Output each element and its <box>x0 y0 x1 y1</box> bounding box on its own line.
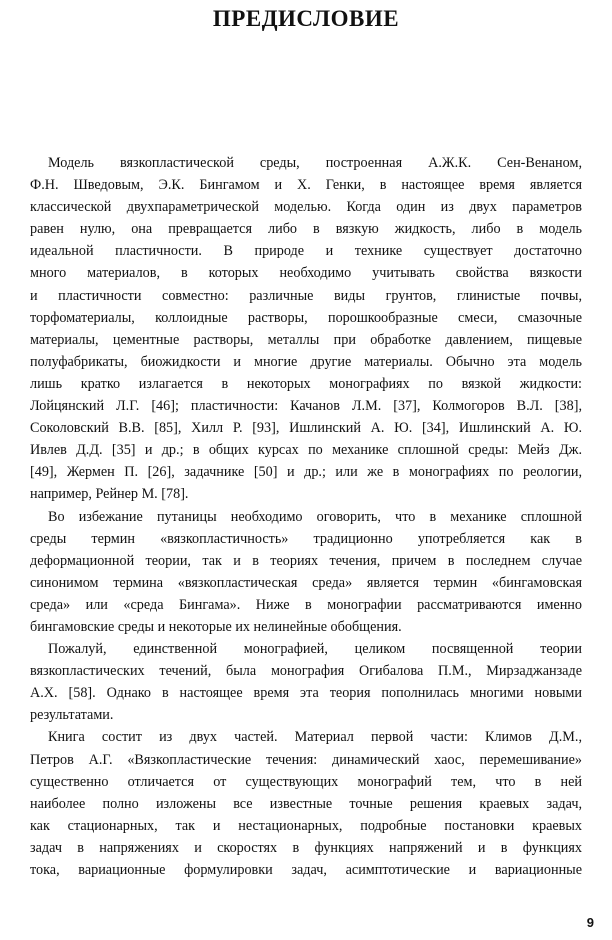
paragraph <box>30 726 582 881</box>
text-line: Петров А.Г. «Вязкопластические течения: динамический хаос, перемешивание» <box>30 751 582 768</box>
text-line: Книга состит из двух частей. Материал первой части: Климов Д.М., <box>48 729 582 746</box>
text-line: существенно отличается от существующих монографий тем, что в ней <box>30 773 582 790</box>
text-line: и пластичности совместно: различные виды грунтов, глинистые почвы, <box>30 287 582 304</box>
page-number: 9 <box>586 915 594 930</box>
paragraph <box>30 638 582 726</box>
text-line: бингамовские среды и некоторые их нелинейные обобщения. <box>30 618 402 635</box>
page-title: ПРЕДИСЛОВИЕ <box>212 6 400 31</box>
text-line: Ивлев Д.Д. [35] и др.; в общих курсах по механике сплошной среды: Мейз Дж. <box>30 442 582 459</box>
text-line: деформационной теории, так и в теориях течения, причем в последнем случае <box>30 552 582 569</box>
paragraph <box>30 506 582 639</box>
text-line: [49], Жермен П. [26], задачнике [50] и др.; или же в монографиях по реологии, <box>30 464 582 481</box>
text-line: Соколовский В.В. [85], Хилл Р. [93], Ишлинский А. Ю. [34], Ишлинский А. Ю. <box>30 420 582 437</box>
text-line: например, Рейнер М. [78]. <box>30 486 189 503</box>
text-line: среда» или «среда Бингама». Ниже в монографии рассматриваются именно <box>30 596 582 613</box>
text-line: задач в напряжениях и скоростях в функциях напряжений и в функциях <box>30 839 582 856</box>
text-line: Пожалуй, единственной монографией, целиком посвященной теории <box>48 641 582 658</box>
text-line: А.Х. [58]. Однако в настоящее время эта теория пополнилась многими новыми <box>30 685 582 702</box>
text-line: классической двухпараметрической моделью. Когда один из двух параметров <box>30 199 582 216</box>
text-line: полуфабрикаты, биожидкости и многие другие материалы. Обычно эта модель <box>30 353 582 370</box>
text-line: торфоматериалы, коллоидные растворы, порошкообразные смеси, смазочные <box>30 309 582 326</box>
text-line: Во избежание путаницы необходимо оговорить, что в механике сплошной <box>48 508 582 525</box>
paragraph <box>30 152 582 506</box>
text-line: лишь кратко излагается в некоторых монографиях по вязкой жидкости: <box>30 375 582 392</box>
text-line: идеальной пластичности. В природе и технике существует достаточно <box>30 243 582 260</box>
preface-body <box>30 152 582 881</box>
text-line: Ф.Н. Шведовым, Э.К. Бингамом и Х. Генки, в настоящее время является <box>30 177 582 194</box>
text-line: тока, вариационные формулировки задач, асимптотические и вариационные <box>30 862 582 878</box>
text-line: синонимом термина «вязкопластическая среда» является термин «бингамовская <box>30 574 582 591</box>
text-line: как стационарных, так и нестационарных, подробные постановки краевых <box>30 817 582 834</box>
text-line: наиболее полно изложены все известные точные решения краевых задач, <box>30 795 582 812</box>
text-line: вязкопластических течений, была монография Огибалова П.М., Мирзаджанзаде <box>30 663 582 680</box>
text-line: результатами. <box>30 707 114 724</box>
text-line: материалы, цементные растворы, металлы при обработке давлением, пищевые <box>30 331 582 348</box>
text-line: Лойцянский Л.Г. [46]; пластичности: Качанов Л.М. [37], Колмогоров В.Л. [38], <box>30 398 582 415</box>
text-line: равен нулю, она превращается либо в вязкую жидкость, либо в модель <box>30 221 582 238</box>
text-line: Модель вязкопластической среды, построенная А.Ж.К. Сен-Венаном, <box>48 155 582 171</box>
text-line: много материалов, в которых необходимо учитывать свойства вязкости <box>30 265 582 282</box>
text-line: среды термин «вязкопластичность» традиционно употребляется как в <box>30 530 582 547</box>
